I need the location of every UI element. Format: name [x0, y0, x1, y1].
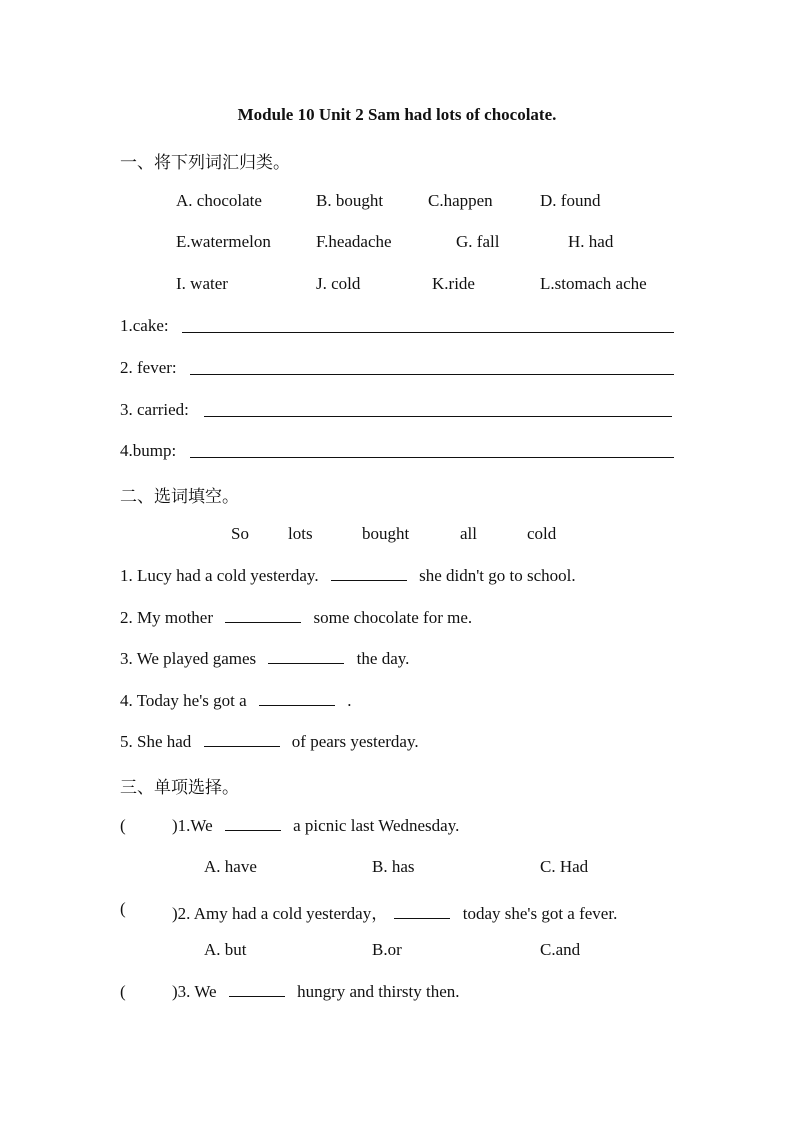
fill-question-5-blank[interactable] [204, 745, 280, 747]
fill-question-3-tail: the day. [356, 649, 410, 668]
choice-question-3-blank[interactable] [229, 995, 285, 997]
word-bank-so: So [231, 524, 249, 543]
fill-question-5-tail: of pears yesterday. [291, 732, 419, 751]
option-i: I. water [176, 274, 228, 293]
fill-question-4-text: 4. Today he's got a [120, 691, 247, 710]
category-carried-answer-line[interactable] [204, 402, 672, 417]
option-j: J. cold [316, 274, 361, 293]
option-c: C.happen [428, 191, 493, 210]
choice-question-3-paren[interactable]: ( [120, 982, 126, 1001]
fill-question-1-text: 1. Lucy had a cold yesterday. [120, 566, 319, 585]
choice-question-2-option-a[interactable]: A. but [204, 940, 247, 959]
category-cake-answer-line[interactable] [182, 318, 674, 333]
choice-question-1-tail: a picnic last Wednesday. [293, 816, 460, 835]
choice-question-2-blank[interactable] [394, 917, 450, 919]
fill-question-4-blank[interactable] [259, 704, 335, 706]
word-bank-lots: lots [288, 524, 313, 543]
fill-question-2 [120, 608, 472, 628]
fill-question-4-tail: . [347, 691, 352, 710]
category-cake-label: 1.cake: [120, 316, 169, 335]
option-a: A. chocolate [176, 191, 262, 210]
choice-question-1-paren[interactable]: ( [120, 816, 126, 835]
option-g: G. fall [456, 232, 500, 251]
choice-question-2-paren[interactable]: ( [120, 899, 126, 918]
choice-question-3-text: )3. We [172, 982, 217, 1001]
option-k: K.ride [432, 274, 475, 293]
option-d: D. found [540, 191, 601, 210]
category-fever-label: 2. fever: [120, 358, 177, 377]
fill-question-1 [120, 566, 576, 586]
fill-question-1-blank[interactable] [331, 579, 407, 581]
choice-question-2-tail: today she's got a fever. [462, 904, 618, 923]
section3-header: 三、单项选择。 [120, 778, 239, 798]
fill-question-4 [120, 691, 351, 711]
choice-question-2 [172, 899, 617, 924]
choice-question-2-option-c[interactable]: C.and [540, 940, 581, 959]
option-b: B. bought [316, 191, 384, 210]
fill-question-3-text: 3. We played games [120, 649, 257, 668]
word-bank-all: all [460, 524, 477, 543]
fill-question-5-text: 5. She had [120, 732, 192, 751]
choice-question-1-option-b[interactable]: B. has [372, 857, 415, 876]
category-bump-answer-line[interactable] [190, 443, 674, 458]
option-f: F.headache [316, 232, 392, 251]
choice-question-3-tail: hungry and thirsty then. [297, 982, 460, 1001]
choice-question-2-option-b[interactable]: B.or [372, 940, 402, 959]
option-l: L.stomach ache [540, 274, 647, 293]
choice-question-1 [172, 816, 459, 836]
section1-header: 一、将下列词汇归类。 [120, 153, 290, 173]
choice-question-1-blank[interactable] [225, 829, 281, 831]
fill-question-2-text: 2. My mother [120, 608, 214, 627]
category-carried-label: 3. carried: [120, 400, 189, 419]
section2-header: 二、选词填空。 [120, 487, 239, 507]
fill-question-3 [120, 649, 409, 669]
fill-question-3-blank[interactable] [268, 662, 344, 664]
choice-question-1-option-a[interactable]: A. have [204, 857, 257, 876]
choice-question-2-text: )2. Amy had a cold yesterday， [172, 904, 389, 923]
word-bank-cold: cold [527, 524, 557, 543]
fill-question-1-tail: she didn't go to school. [419, 566, 576, 585]
word-bank-bought: bought [362, 524, 410, 543]
option-h: H. had [568, 232, 614, 251]
choice-question-1-option-c[interactable]: C. Had [540, 857, 589, 876]
choice-question-3 [172, 982, 460, 1002]
page-title: Module 10 Unit 2 Sam had lots of chocolate. [237, 105, 557, 124]
choice-question-1-text: )1.We [172, 816, 213, 835]
option-e: E.watermelon [176, 232, 271, 251]
category-fever-answer-line[interactable] [190, 360, 674, 375]
fill-question-2-blank[interactable] [225, 621, 301, 623]
fill-question-2-tail: some chocolate for me. [313, 608, 473, 627]
category-bump-label: 4.bump: [120, 441, 177, 460]
fill-question-5 [120, 732, 419, 752]
